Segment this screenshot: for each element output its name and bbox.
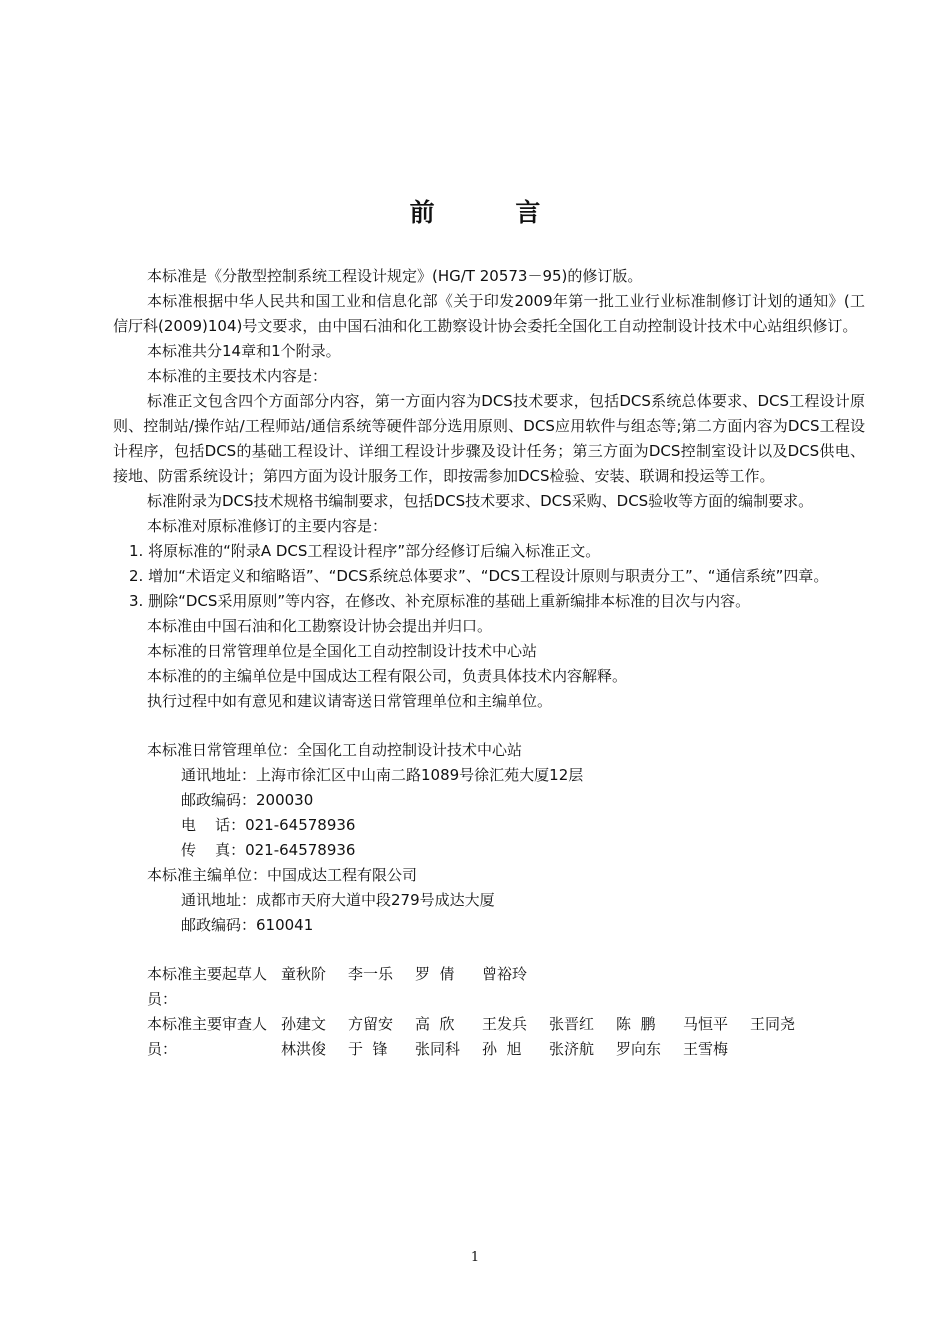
drafter-name: 罗 倩 xyxy=(415,965,455,983)
drafter-name: 李一乐 xyxy=(348,965,394,983)
admin-paragraph: 本标准的的主编单位是中国成达工程有限公司，负责具体技术内容解释。 xyxy=(147,667,628,685)
reviewer-name: 王同尧 xyxy=(750,1015,796,1033)
intro-paragraph: 标准正文包含四个方面部分内容，第一方面内容为DCS技术要求，包括DCS系统总体要求、DCS工程设计原则、控制站/操作站/工程师站/通信系统等硬件部分选用原则、DCS应用软件与组态等;第二方面内容为DCS工程设计程序，包括DCS的基础工程设计、详细工程设计步骤及设计任务；第三方面为DCS控制室设计以及DCS供电、接地、防雷系统设计；第四方面为设计服务工作，即按需参加DCS检验、安装、联调和投运等工作。 xyxy=(113,392,865,485)
mgmt-phone: 电 话：021-64578936 xyxy=(181,816,356,834)
intro-paragraph: 本标准对原标准修订的主要内容是： xyxy=(147,517,388,535)
reviewer-name: 王发兵 xyxy=(482,1015,528,1033)
reviewers-label: 本标准主要审查人员： xyxy=(147,1015,268,1058)
reviewer-name: 张济航 xyxy=(549,1040,595,1058)
reviewer-name: 孙 旭 xyxy=(482,1040,522,1058)
admin-paragraph: 执行过程中如有意见和建议请寄送日常管理单位和主编单位。 xyxy=(147,692,553,710)
mgmt-address: 通讯地址：上海市徐汇区中山南二路1089号徐汇苑大厦12层 xyxy=(181,766,584,784)
admin-paragraph: 本标准由中国石油和化工勘察设计协会提出并归口。 xyxy=(147,617,493,635)
reviewer-name: 陈 鹏 xyxy=(616,1015,656,1033)
drafter-name: 童秋阶 xyxy=(281,965,327,983)
spacer xyxy=(113,938,865,962)
mgmt-unit: 本标准日常管理单位：全国化工自动控制设计技术中心站 xyxy=(147,741,523,759)
drafter-name: 曾裕玲 xyxy=(482,965,528,983)
drafters-label: 本标准主要起草人员： xyxy=(147,965,268,1008)
spacer xyxy=(113,714,865,738)
intro-paragraph: 本标准根据中华人民共和国工业和信息化部《关于印发2009年第一批工业行业标准制修订计划的通知》(工信厅科(2009)104)号文要求，由中国石油和化工勘察设计协会委托全国化工自动控制设计技术中心站组织修订。 xyxy=(113,292,865,335)
drafters-row xyxy=(113,962,865,1012)
intro-paragraph: 本标准共分14章和1个附录。 xyxy=(147,342,341,360)
revision-item: 3. 删除“DCS采用原则”等内容，在修改、补充原标准的基础上重新编排本标准的目次与内容。 xyxy=(129,592,751,610)
reviewer-name: 方留安 xyxy=(348,1015,394,1033)
intro-paragraph: 本标准是《分散型控制系统工程设计规定》(HG/T 20573－95)的修订版。 xyxy=(147,267,643,285)
chief-unit: 本标准主编单位：中国成达工程有限公司 xyxy=(147,866,418,884)
reviewer-name: 于 锋 xyxy=(348,1040,388,1058)
reviewer-name: 孙建文 xyxy=(281,1015,327,1033)
reviewer-name: 王雪梅 xyxy=(683,1040,729,1058)
chief-address: 通讯地址：成都市天府大道中段279号成达大厦 xyxy=(181,891,495,909)
drafters-names xyxy=(281,962,841,1012)
reviewer-name: 罗向东 xyxy=(616,1040,662,1058)
reviewer-name: 高 欣 xyxy=(415,1015,455,1033)
page-title: 前 言 xyxy=(409,198,577,227)
intro-paragraph: 标准附录为DCS技术规格书编制要求，包括DCS技术要求、DCS采购、DCS验收等方面的编制要求。 xyxy=(147,492,814,510)
reviewers-names xyxy=(281,1012,841,1062)
mgmt-postcode: 邮政编码：200030 xyxy=(181,791,314,809)
revision-item: 2. 增加“术语定义和缩略语”、“DCS系统总体要求”、“DCS工程设计原则与职责分工”、“通信系统”四章。 xyxy=(129,567,829,585)
mgmt-fax: 传 真：021-64578936 xyxy=(181,841,356,859)
reviewer-name: 林洪俊 xyxy=(281,1040,327,1058)
page-number: 1 xyxy=(470,1250,480,1265)
revision-item: 1. 将原标准的“附录A DCS工程设计程序”部分经修订后编入标准正文。 xyxy=(129,542,601,560)
reviewers-row xyxy=(113,1012,865,1062)
reviewer-name: 张晋红 xyxy=(549,1015,595,1033)
intro-paragraph: 本标准的主要技术内容是： xyxy=(147,367,328,385)
reviewer-name: 马恒平 xyxy=(683,1015,729,1033)
document-body xyxy=(113,264,865,1062)
chief-postcode: 邮政编码：610041 xyxy=(181,916,314,934)
admin-paragraph: 本标准的日常管理单位是全国化工自动控制设计技术中心站 xyxy=(147,642,538,660)
reviewer-name: 张同科 xyxy=(415,1040,461,1058)
